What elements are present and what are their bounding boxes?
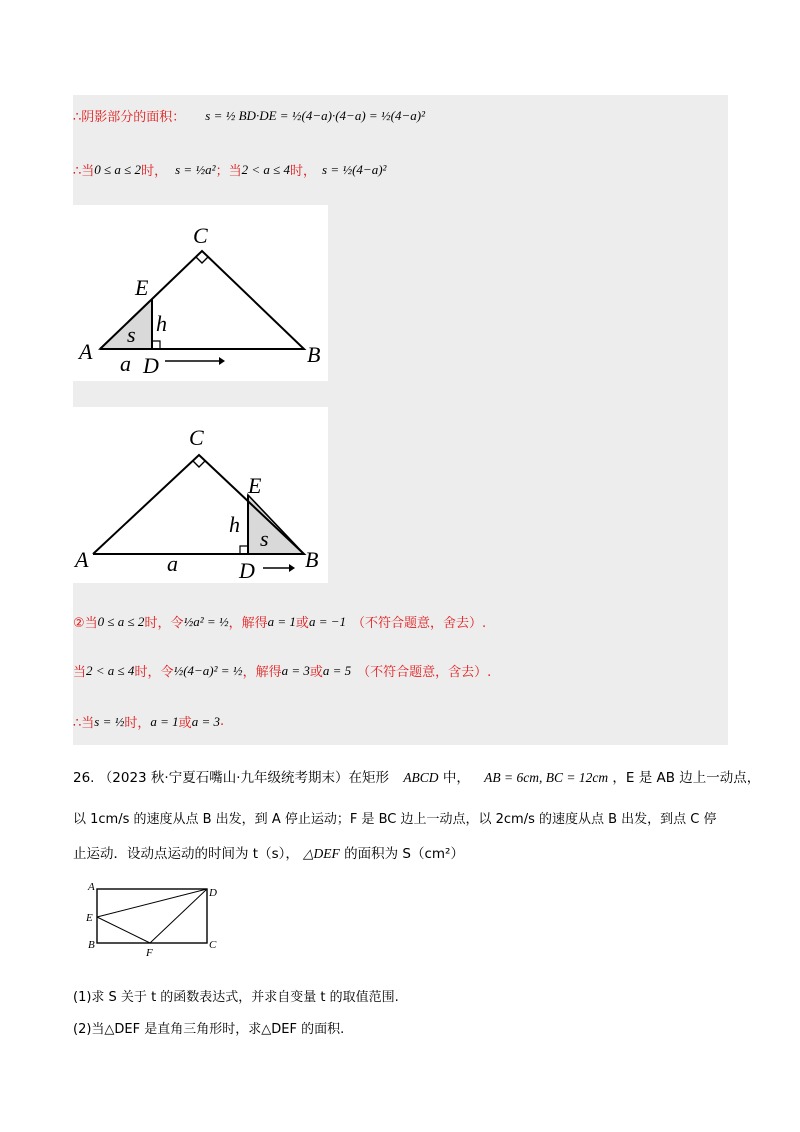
line4-or: 或	[309, 665, 323, 680]
line2-mid2: ；当	[215, 164, 242, 179]
line2-f1: s = ½a²	[175, 161, 216, 177]
line3-prefix: ②当	[73, 616, 98, 631]
label-h: h	[229, 512, 240, 537]
solution-line-1	[73, 106, 425, 125]
line5-cond: s = ½	[94, 713, 125, 729]
label-B: B	[307, 342, 321, 367]
label-E: E	[248, 473, 262, 498]
label-C: C	[189, 425, 204, 450]
line4-solve: ，解得	[242, 665, 282, 680]
line3-solve: ，解得	[228, 616, 268, 631]
line5-a1: a = 1	[150, 713, 179, 729]
line2-mid3: 时，	[290, 164, 317, 179]
line3-cond: 0 ≤ a ≤ 2	[97, 613, 145, 629]
label-s: s	[127, 322, 136, 347]
label-s: s	[260, 526, 269, 551]
question-line3a: 止运动．设动点运动的时间为 t（s），	[73, 846, 299, 862]
question-mid: 中，	[442, 770, 470, 786]
question-line-2: 以 1cm/s 的速度从点 B 出发，到 A 停止运动；F 是 BC 边上一动点，以 2cm/s 的速度从点 B 出发，到点 C 停	[73, 812, 717, 827]
line3-eq: ½a² = ½	[183, 613, 229, 629]
line5-mid: 时，	[124, 716, 151, 731]
line3-or: 或	[295, 616, 309, 631]
line2-cond2: 2 < a ≤ 4	[241, 161, 290, 177]
line3-a1: a = 1	[267, 613, 296, 629]
line1-formula: s = ½ BD·DE = ½(4−a)·(4−a) = ½(4−a)²	[205, 107, 426, 123]
line4-eq: ½(4−a)² = ½	[173, 662, 243, 678]
line2-mid1: 时，	[141, 164, 168, 179]
line5-prefix: ∴当	[73, 716, 95, 731]
label-C: C	[209, 939, 217, 951]
line4-cond: 2 < a ≤ 4	[86, 662, 135, 678]
solution-line-5	[73, 712, 224, 731]
line3-note: （不符合题意，舍去）.	[351, 616, 487, 631]
label-D: D	[209, 887, 217, 899]
triangle-figure-1	[73, 205, 328, 381]
label-h: h	[156, 311, 167, 336]
label-E: E	[86, 912, 93, 924]
label-A: A	[75, 547, 89, 572]
question-rect: ABCD	[403, 770, 439, 785]
label-B: B	[88, 939, 95, 951]
line4-prefix: 当	[73, 665, 87, 680]
line3-a2: a = −1	[308, 613, 346, 629]
line1-prefix: ∴阴影部分的面积：	[73, 110, 186, 125]
line2-f2: s = ½(4−a)²	[322, 161, 387, 177]
label-D: D	[239, 558, 255, 583]
label-a: a	[167, 551, 178, 576]
line2-cond1: 0 ≤ a ≤ 2	[94, 161, 142, 177]
line4-a1: a = 3	[281, 662, 310, 678]
line2-prefix: ∴当	[73, 164, 95, 179]
question-line3b: 的面积为 S（cm²）	[344, 846, 464, 862]
question-given: AB = 6cm, BC = 12cm	[484, 770, 609, 785]
line4-a2: a = 5	[322, 662, 352, 678]
question-number: 26.	[73, 770, 95, 786]
question-triangle: △DEF	[303, 846, 340, 861]
label-F: F	[146, 947, 153, 959]
label-a: a	[120, 351, 131, 376]
line5-or: 或	[178, 716, 192, 731]
label-E: E	[135, 275, 149, 300]
label-C: C	[193, 223, 208, 248]
line4-mid: 时，令	[134, 665, 174, 680]
solution-line-4	[73, 661, 491, 680]
line3-mid: 时，令	[144, 616, 184, 631]
solution-line-3	[73, 612, 486, 631]
label-A: A	[88, 881, 95, 893]
line4-note: （不符合题意，含去）.	[357, 665, 492, 680]
question-part-2: (2)当△DEF 是直角三角形时，求△DEF 的面积.	[73, 1022, 345, 1037]
label-D: D	[143, 353, 159, 378]
triangle-figure-2	[73, 407, 328, 583]
question-part-1: (1)求 S 关于 t 的函数表达式，并求自变量 t 的取值范围.	[73, 990, 399, 1005]
label-A: A	[79, 339, 93, 364]
question-line-3	[73, 842, 464, 862]
label-B: B	[305, 547, 319, 572]
rectangle-figure	[80, 878, 230, 963]
question-tail1: ，E 是 AB 边上一动点，	[612, 770, 761, 786]
question-line-1	[73, 766, 760, 786]
line5-end: .	[219, 714, 225, 729]
solution-line-2	[73, 160, 386, 179]
line5-a2: a = 3	[191, 713, 220, 729]
question-source: （2023 秋·宁夏石嘴山·九年级统考期末）在矩形	[98, 770, 390, 786]
